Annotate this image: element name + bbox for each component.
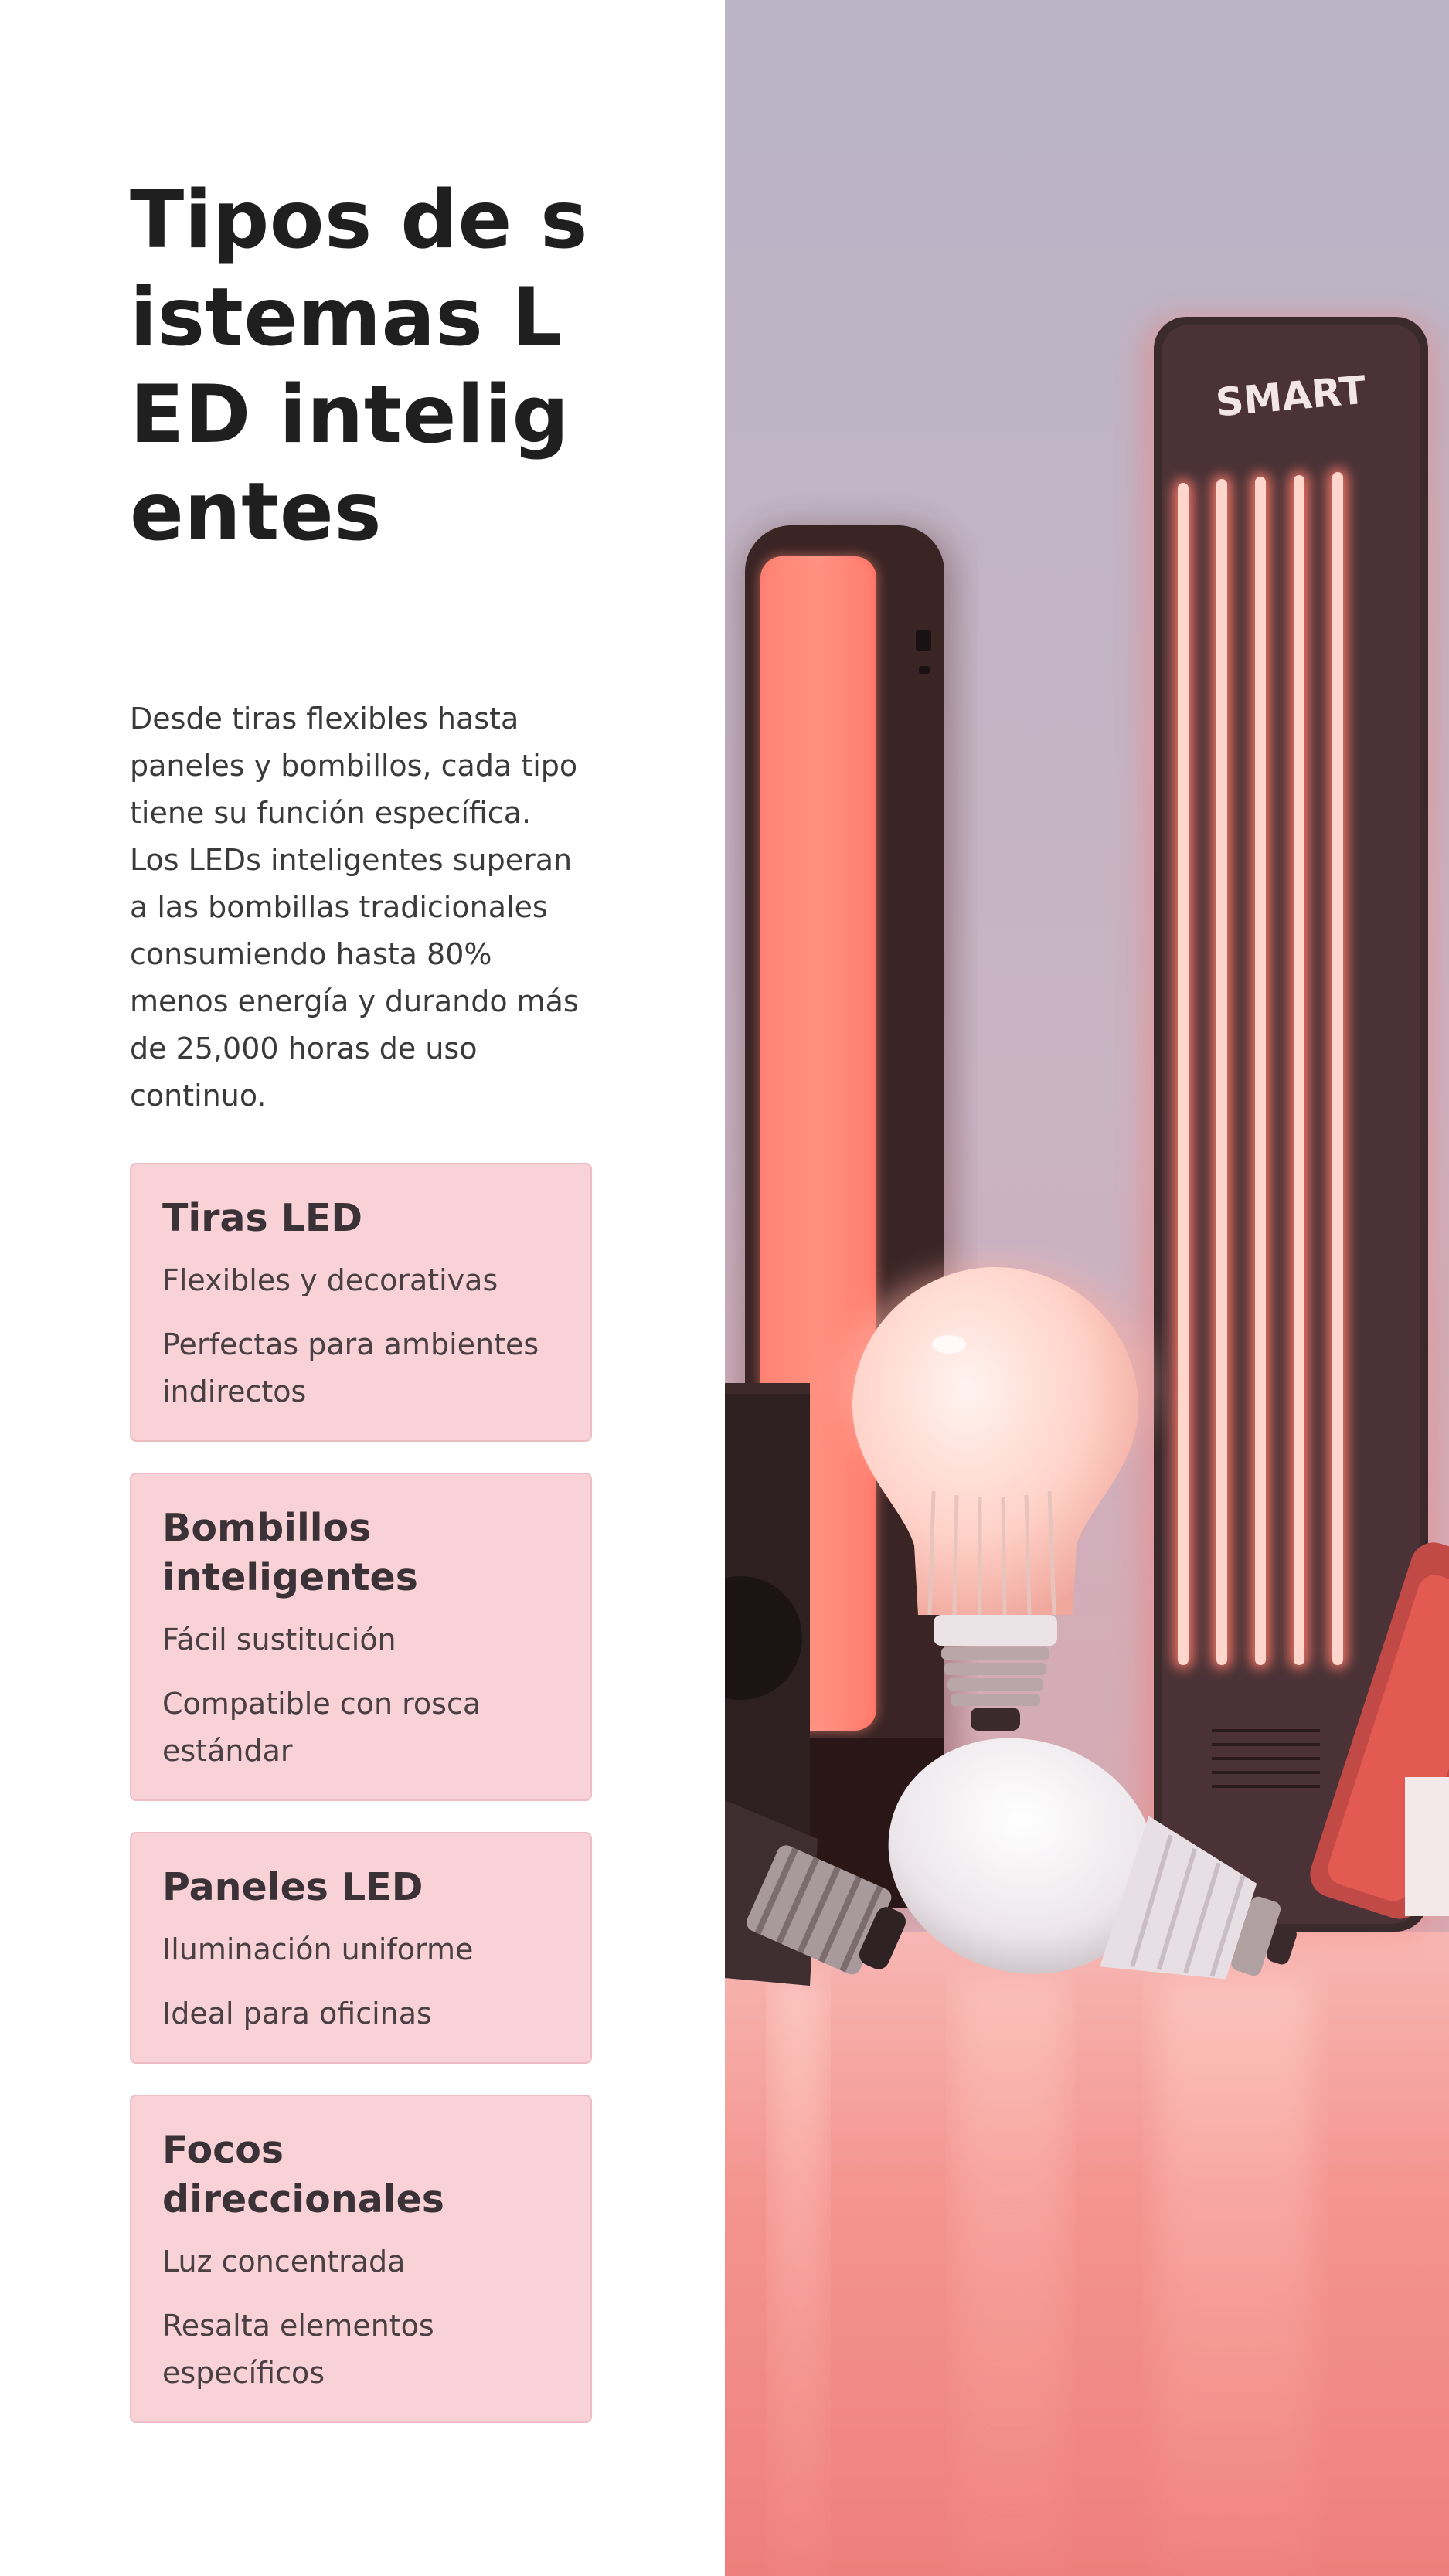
text-column — [0, 0, 714, 2576]
card-feature: Iluminación uniforme — [162, 1932, 474, 1966]
smart-label: SMART — [1213, 367, 1368, 426]
card-feature: Compatible con rosca estándar — [162, 1687, 481, 1768]
card-feature: Flexibles y decorativas — [162, 1263, 498, 1297]
card-title: Focos direccionales — [162, 2128, 444, 2221]
card-feature: Fácil sustitución — [162, 1623, 396, 1657]
card-title: Paneles LED — [162, 1865, 423, 1909]
intro-paragraph: Desde tiras flexibles hasta paneles y bombillos, cada tipo tiene su función específica. Los LEDs inteligentes superan a las bombillas tradicionales consumiendo hasta 80% menos energía y durando más de 25,000 horas de uso continuo. — [130, 702, 579, 1113]
card-feature: Luz concentrada — [162, 2245, 406, 2279]
card-feature: Perfectas para ambientes indirectos — [162, 1327, 539, 1409]
led-products-photo — [725, 0, 1449, 2576]
card-tiras-led — [130, 1163, 592, 1442]
card-paneles-led — [130, 1832, 592, 2064]
card-bombillos-inteligentes — [130, 1473, 592, 1801]
page-title: Tipos de sistemas LED inteligentes — [130, 174, 588, 559]
card-title: Tiras LED — [162, 1196, 363, 1240]
card-feature: Ideal para oficinas — [162, 1997, 432, 2031]
card-feature: Resalta elementos específicos — [162, 2309, 434, 2390]
card-focos-direccionales — [130, 2095, 592, 2423]
led-types-list — [130, 1163, 592, 2454]
card-title: Bombillos inteligentes — [162, 1506, 418, 1599]
